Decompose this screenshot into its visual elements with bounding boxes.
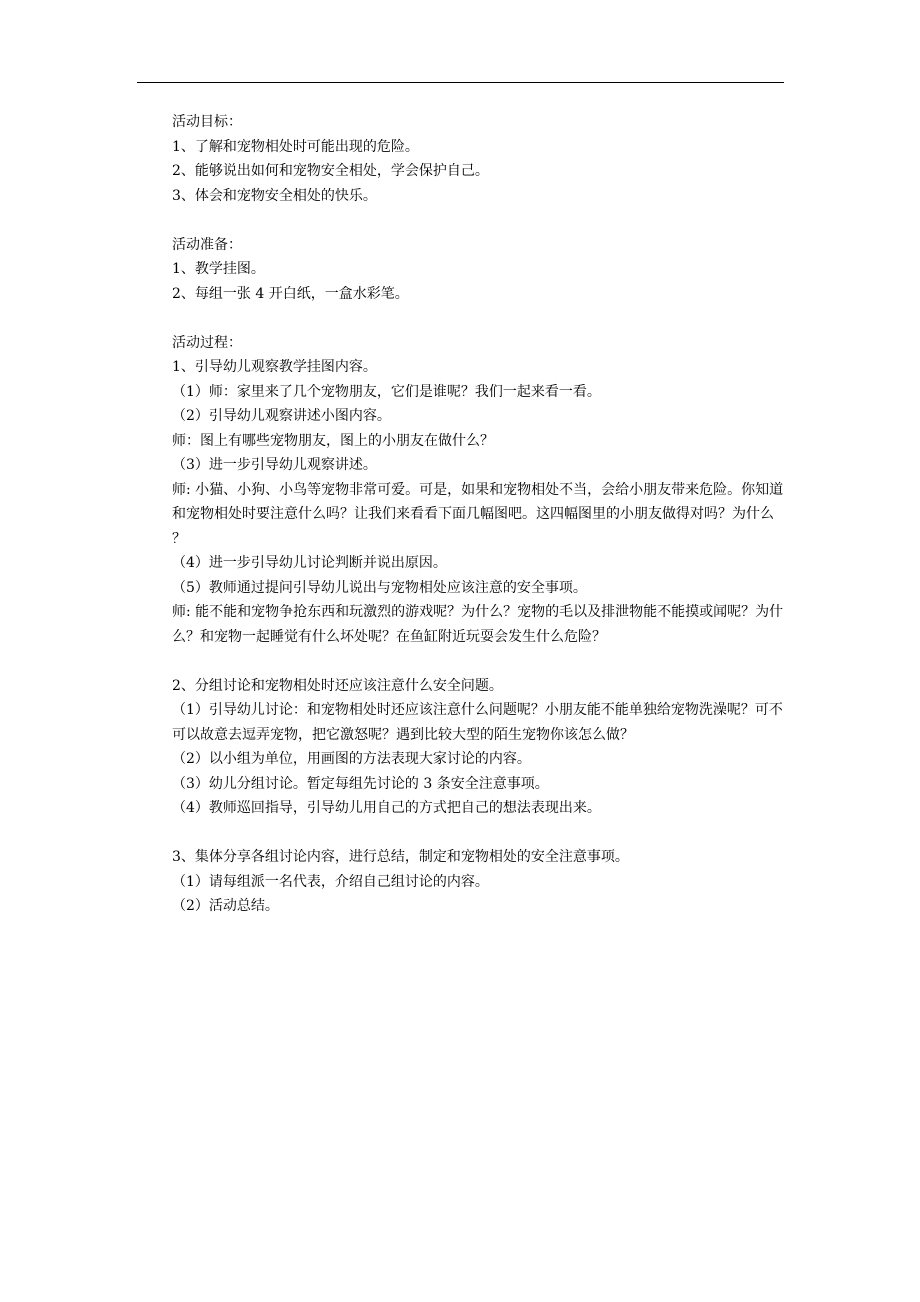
step2-paragraph: （4）教师巡回指导，引导幼儿用自己的方式把自己的想法表现出来。: [172, 800, 601, 816]
document-body: [172, 110, 784, 919]
preparation-item: 1、教学挂图。: [172, 261, 265, 277]
step3-title: 3、集体分享各组讨论内容，进行总结，制定和宠物相处的安全注意事项。: [172, 849, 629, 865]
spacer: [172, 208, 784, 233]
header-rule: [137, 82, 784, 83]
process-heading: 活动过程：: [172, 334, 242, 351]
step1-paragraph: （1）师：家里来了几个宠物朋友，它们是谁呢？我们一起来看一看。: [172, 383, 601, 400]
step1-paragraph: 师：图上有哪些宠物朋友，图上的小朋友在做什么？: [172, 432, 494, 449]
spacer: [172, 649, 784, 674]
step1-paragraph: （4）进一步引导幼儿讨论判断并说出原因。: [172, 555, 447, 571]
step3-paragraph: （2）活动总结。: [172, 898, 279, 914]
step1-paragraph: （5）教师通过提问引导幼儿说出与宠物相处应该注意的安全事项。: [172, 579, 587, 596]
step2-title: 2、分组讨论和宠物相处时还应该注意什么安全问题。: [172, 677, 503, 694]
spacer: [172, 821, 784, 846]
step1-paragraph: （3）进一步引导幼儿观察讲述。: [172, 457, 377, 473]
spacer: [172, 306, 784, 331]
preparation-heading: 活动准备：: [172, 236, 242, 253]
preparation-item: 2、每组一张 4 开白纸，一盒水彩笔。: [172, 285, 409, 302]
step1-teacher-speech: 师: 小猫、小狗、小鸟等宠物非常可爱。可是，如果和宠物相处不当，会给小朋友带来危险。你知道和宠物相处时要注意什么吗？让我们来看看下面几幅图吧。这四幅图里的小朋友做得对吗？为什么？: [172, 481, 784, 547]
step1-title: 1、引导幼儿观察教学挂图内容。: [172, 359, 377, 375]
goal-item: 3、体会和宠物安全相处的快乐。: [172, 187, 377, 204]
step1-paragraph: （2）引导幼儿观察讲述小图内容。: [172, 408, 391, 424]
step2-paragraph: （2）以小组为单位，用画图的方法表现大家讨论的内容。: [172, 751, 531, 767]
goal-item: 2、能够说出如何和宠物安全相处，学会保护自己。: [172, 163, 489, 179]
goal-item: 1、了解和宠物相处时可能出现的危险。: [172, 138, 419, 155]
step2-paragraph: （3）幼儿分组讨论。暂定每组先讨论的 3 条安全注意事项。: [172, 775, 549, 792]
step3-paragraph: （1）请每组派一名代表，介绍自己组讨论的内容。: [172, 873, 489, 890]
goals-heading: 活动目标：: [172, 114, 242, 130]
step2-paragraph: （1）引导幼儿讨论：和宠物相处时还应该注意什么问题呢？小朋友能不能单独给宠物洗澡呢？可不可以故意去逗弄宠物，把它激怒呢？遇到比较大型的陌生宠物你该怎么做？: [172, 702, 783, 743]
step1-teacher-questions: 师: 能不能和宠物争抢东西和玩激烈的游戏呢？为什么？宠物的毛以及排泄物能不能摸或闻呢？为什么？和宠物一起睡觉有什么坏处呢？在鱼缸附近玩耍会发生什么危险？: [172, 604, 784, 645]
